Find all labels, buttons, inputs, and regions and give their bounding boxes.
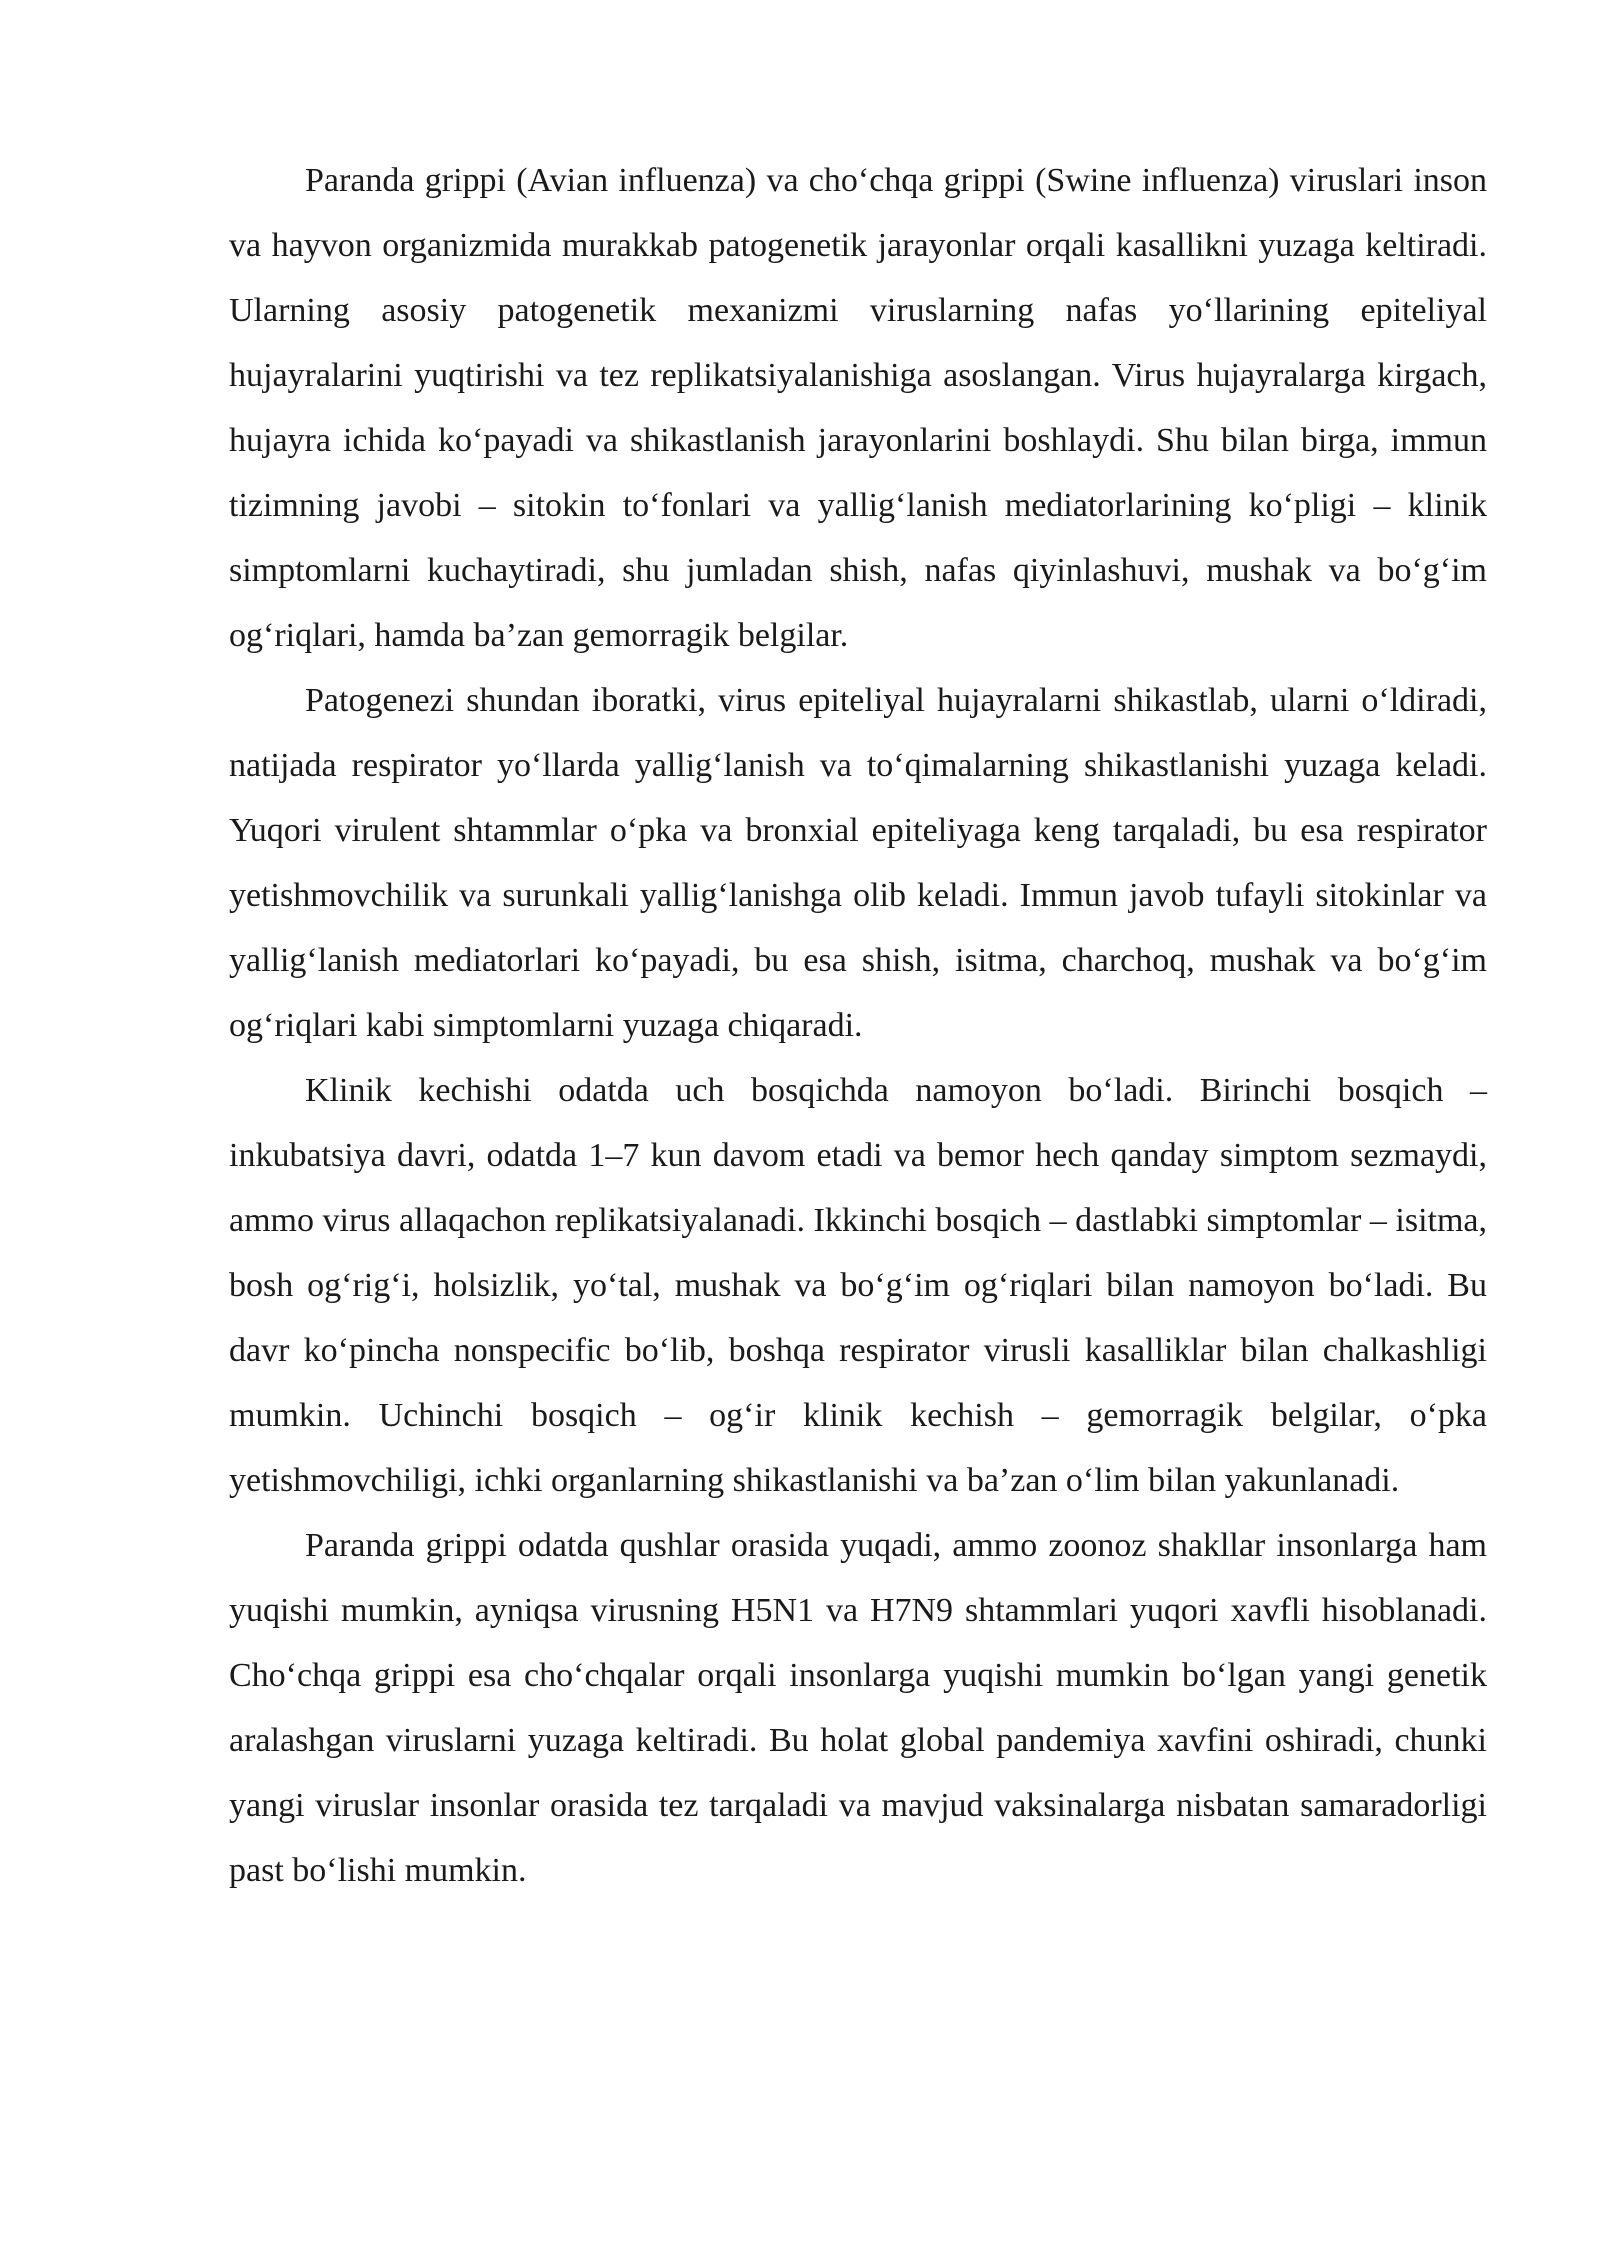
paragraph-4: Paranda grippi odatda qushlar orasida yuqadi, ammo zoonoz shakllar insonlarga ham yuqishi mumkin, ayniqsa virusning H5N1 va H7N9 shtammlari yuqori xavfli hisoblanadi. Cho‘chqa grippi esa cho‘chqalar orqali insonlarga yuqishi mumkin bo‘lgan yangi genetik aralashgan viruslarni yuzaga keltiradi. Bu holat global pandemiya xavfini oshiradi, chunki yangi viruslar insonlar orasida tez tarqaladi va mavjud vaksinalarga nisbatan samaradorligi past bo‘lishi mumkin. bbox=[229, 1527, 1487, 1889]
paragraph-2: Patogenezi shundan iboratki, virus epiteliyal hujayralarni shikastlab, ularni o‘ldiradi, natijada respirator yo‘llarda yallig‘lanish va to‘qimalarning shikastlanishi yuzaga keladi. Yuqori virulent shtammlar o‘pka va bronxial epiteliyaga keng tarqaladi, bu esa respirator yetishmovchilik va surunkali yallig‘lanishga olib keladi. Immun javob tufayli sitokinlar va yallig‘lanish mediatorlari ko‘payadi, bu esa shish, isitma, charchoq, mushak va bo‘g‘im og‘riqlari kabi simptomlarni yuzaga chiqaradi. bbox=[229, 682, 1487, 1044]
paragraph-1: Paranda grippi (Avian influenza) va cho‘chqa grippi (Swine influenza) viruslari inson va hayvon organizmida murakkab patogenetik jarayonlar orqali kasallikni yuzaga keltiradi. Ularning asosiy patogenetik mexanizmi viruslarning nafas yo‘llarining epiteliyal hujayralarini yuqtirishi va tez replikatsiyalanishiga asoslangan. Virus hujayralarga kirgach, hujayra ichida ko‘payadi va shikastlanish jarayonlarini boshlaydi. Shu bilan birga, immun tizimning javobi – sitokin to‘fonlari va yallig‘lanish mediatorlarining ko‘pligi – klinik simptomlarni kuchaytiradi, shu jumladan shish, nafas qiyinlashuvi, mushak va bo‘g‘im og‘riqlari, hamda ba’zan gemorragik belgilar. bbox=[229, 162, 1487, 654]
paragraph-3: Klinik kechishi odatda uch bosqichda namoyon bo‘ladi. Birinchi bosqich – inkubatsiya davri, odatda 1–7 kun davom etadi va bemor hech qanday simptom sezmaydi, ammo virus allaqachon replikatsiyalanadi. Ikkinchi bosqich – dastlabki simptomlar – isitma, bosh og‘rig‘i, holsizlik, yo‘tal, mushak va bo‘g‘im og‘riqlari bilan namoyon bo‘ladi. Bu davr ko‘pincha nonspecific bo‘lib, boshqa respirator virusli kasalliklar bilan chalkashligi mumkin. Uchinchi bosqich – og‘ir klinik kechish – gemorragik belgilar, o‘pka yetishmovchiligi, ichki organlarning shikastlanishi va ba’zan o‘lim bilan yakunlanadi. bbox=[229, 1072, 1487, 1499]
document-page bbox=[229, 148, 1487, 1903]
